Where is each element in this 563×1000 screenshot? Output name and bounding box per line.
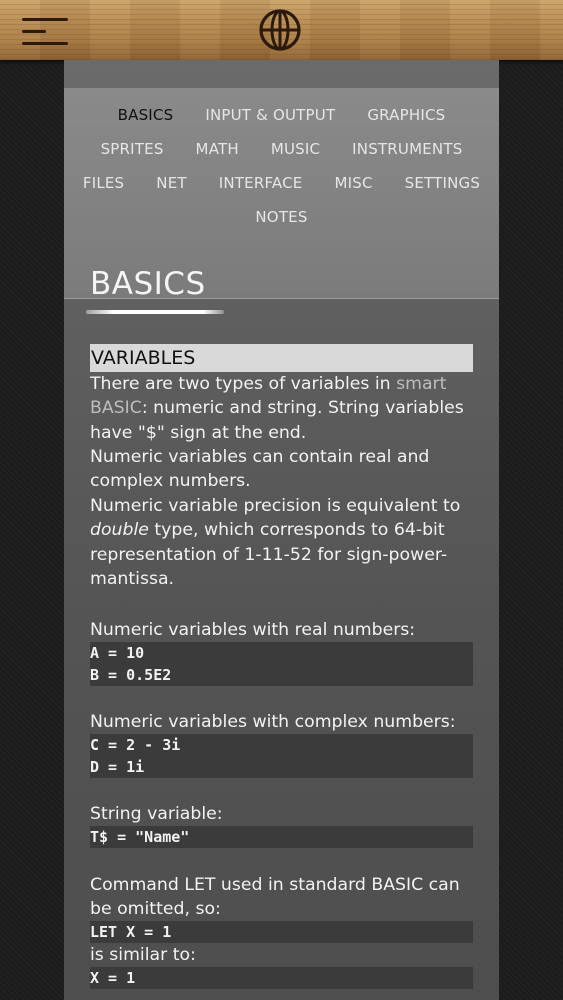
nav-item-files[interactable]: FILES (82, 174, 125, 192)
label-string-variable: String variable: (90, 804, 223, 824)
top-bar (0, 0, 563, 60)
code-line: A = 10 (90, 644, 145, 662)
nav-row (64, 174, 499, 192)
nav-row (64, 208, 499, 226)
emphasis-double: double (90, 520, 149, 541)
paragraph-numeric: Numeric variables can contain real and complex numbers. (90, 447, 430, 492)
nav-row (64, 140, 499, 158)
nav-item-settings[interactable]: SETTINGS (404, 174, 481, 192)
nav-item-instruments[interactable]: INSTRUMENTS (352, 140, 463, 158)
nav-item-net[interactable]: NET (156, 174, 187, 192)
text-span: There are two types of variables in (90, 374, 397, 394)
nav-item-graphics[interactable]: GRAPHICS (367, 106, 446, 124)
code-line: C = 2 - 3i (90, 736, 181, 754)
label-complex-numbers: Numeric variables with complex numbers: (90, 712, 456, 732)
menu-icon-line (22, 18, 68, 21)
text-span: : numeric and string. String variables have "$" sign at the end. (90, 398, 464, 443)
nav-item-sprites[interactable]: SPRITES (100, 140, 164, 158)
nav-row (64, 106, 499, 124)
code-block-similar (90, 967, 473, 989)
nav-item-math[interactable]: MATH (195, 140, 239, 158)
nav-item-interface[interactable]: INTERFACE (218, 174, 303, 192)
code-line: LET X = 1 (90, 923, 172, 941)
menu-icon-line (22, 42, 68, 45)
nav-item-basics[interactable]: BASICS (117, 106, 174, 124)
title-underline (86, 310, 224, 314)
product-name: smart BASIC (90, 374, 447, 419)
nav-item-input-output[interactable]: INPUT & OUTPUT (205, 106, 336, 124)
code-block-let (90, 921, 473, 943)
menu-button[interactable] (22, 12, 76, 46)
nav-item-misc[interactable]: MISC (334, 174, 373, 192)
section-header: VARIABLES (90, 344, 473, 372)
code-line: T$ = "Name" (90, 828, 190, 846)
paragraph-precision (90, 494, 480, 592)
code-block-complex (90, 734, 473, 778)
menu-icon-line (22, 30, 46, 33)
text-span: Numeric variable precision is equivalent to (90, 496, 461, 516)
code-line: B = 0.5E2 (90, 666, 172, 684)
nav-item-notes[interactable]: NOTES (255, 208, 308, 226)
code-line: D = 1i (90, 758, 145, 776)
code-block-string (90, 826, 473, 848)
text-span: type, which corresponds to 64-bit representation of 1-11-52 for sign-power-mantissa. (90, 520, 448, 590)
page-title: BASICS (90, 266, 206, 302)
label-similar: is similar to: (90, 945, 196, 965)
content-panel (64, 60, 499, 1000)
paragraph-variable-types (90, 372, 480, 445)
globe-icon[interactable] (258, 8, 302, 52)
code-line: X = 1 (90, 969, 136, 987)
code-block-real (90, 642, 473, 686)
paragraph-let: Command LET used in standard BASIC can be omitted, so: (90, 875, 460, 920)
label-real-numbers: Numeric variables with real numbers: (90, 620, 416, 640)
nav-item-music[interactable]: MUSIC (270, 140, 321, 158)
